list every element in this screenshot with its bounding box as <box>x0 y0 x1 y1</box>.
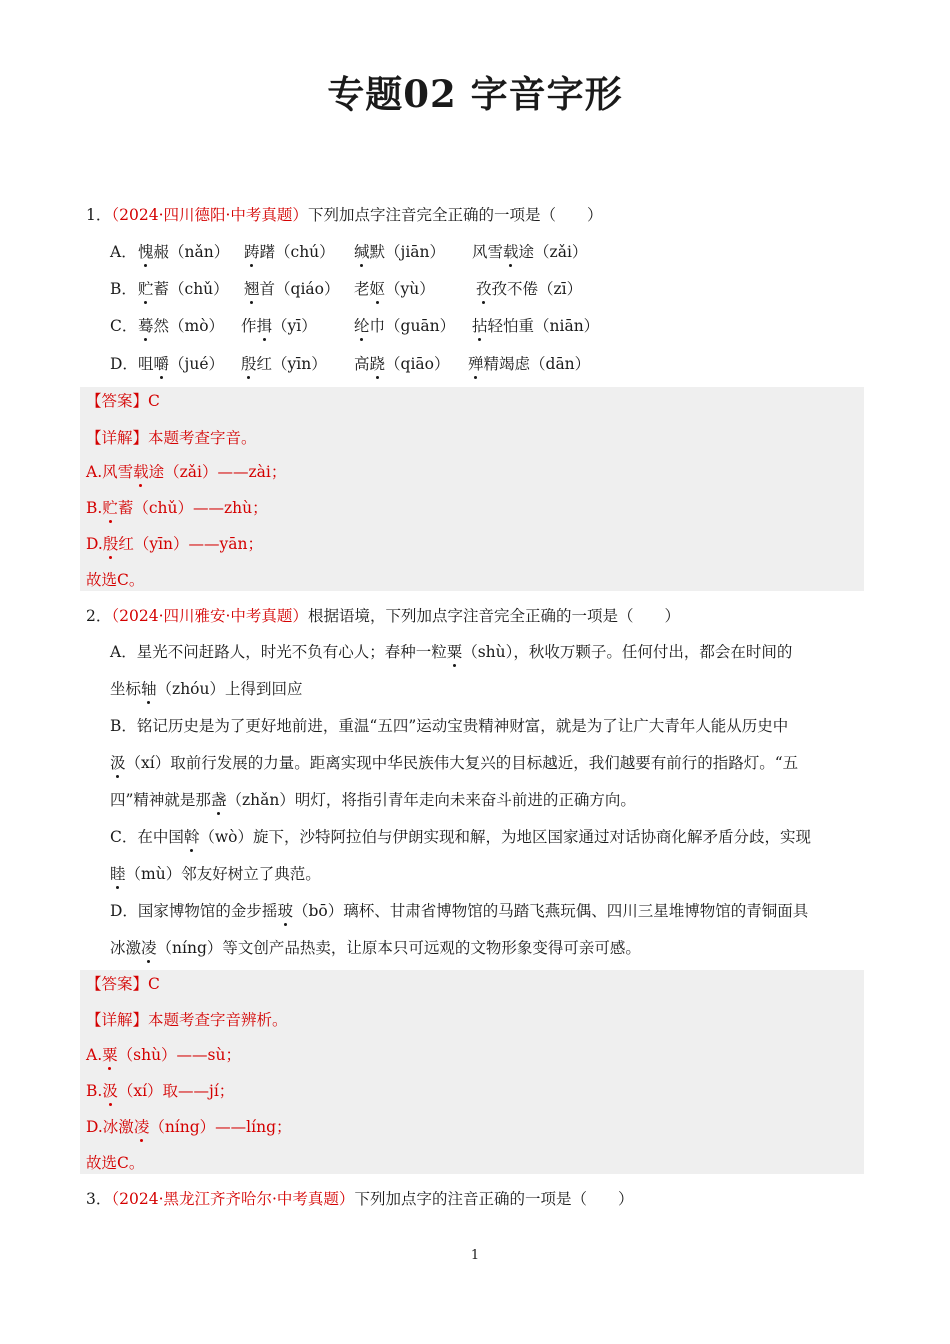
option-label: C． <box>110 317 138 335</box>
q2-explanation-a: A.粟（shù）——sù； <box>86 1046 241 1064</box>
q2-conclusion: 故选C。 <box>86 1154 145 1172</box>
option-label: B． <box>110 280 137 298</box>
q2-option-a-line1: A．星光不问赶路人，时光不负有心人；春种一粒粟（shù），秋收万颗子。任何付出，都会在时间的 <box>110 643 793 661</box>
option-item: 孜孜不倦（zī） <box>476 280 583 298</box>
q2-option-b-line3: 四”精神就是那盏（zhǎn）明灯，将指引青年走向未来奋斗前进的正确方向。 <box>110 791 636 809</box>
q2-detail: 【详解】本题考查字音辨析。 <box>86 1011 288 1029</box>
option-item: 纶巾（guān） <box>354 317 456 335</box>
option-item: 咀嚼（jué） <box>138 355 224 373</box>
q1-option-a <box>110 242 588 262</box>
q1-option-d <box>110 354 591 374</box>
option-item: 拈轻怕重（niān） <box>472 317 600 335</box>
q1-option-c <box>110 316 600 336</box>
q3-stem <box>86 1189 633 1209</box>
option-item: 蓦然（mò） <box>138 317 225 335</box>
q2-option-d-line1: D．国家博物馆的金步摇玻（bō）璃杯、甘肃省博物馆的马踏飞燕玩偶、四川三星堆博物馆的青铜面具 <box>110 902 809 920</box>
option-item: 老妪（yù） <box>354 280 435 298</box>
q1-question: 下列加点字注音完全正确的一项是（ ） <box>307 206 603 224</box>
q1-explanation-d: D.殷红（yīn）——yān； <box>86 535 264 553</box>
q1-option-b <box>110 279 583 299</box>
option-item: 高跷（qiāo） <box>354 355 450 373</box>
option-label: A． <box>110 243 137 261</box>
q2-source: （2024·四川雅安·中考真题） <box>111 607 308 625</box>
q3-number: 3． <box>86 1190 112 1208</box>
q3-source: （2024·黑龙江齐齐哈尔·中考真题） <box>111 1190 355 1208</box>
q1-number: 1． <box>86 206 112 224</box>
page-title: 专题02 字音字形 <box>327 72 623 116</box>
q2-answer-box <box>80 970 864 1174</box>
option-item: 作揖（yī） <box>241 317 317 335</box>
option-item: 缄默（jiān） <box>354 243 446 261</box>
option-item: 愧赧（nǎn） <box>138 243 230 261</box>
option-label: D． <box>110 355 138 373</box>
q3-question: 下列加点字的注音正确的一项是（ ） <box>354 1190 634 1208</box>
q2-explanation-b: B.汲（xí）取——jí； <box>86 1082 235 1100</box>
q2-explanation-d: D.冰激凌（níng）——líng； <box>86 1118 292 1136</box>
q2-option-c-line2: 睦（mù）邻友好树立了典范。 <box>110 865 321 883</box>
q1-explanation-a: A.风雪载途（zǎi）——zài； <box>86 463 287 481</box>
q2-option-c-line1: C．在中国斡（wò）旋下，沙特阿拉伯与伊朗实现和解，为地区国家通过对话协商化解矛盾分歧，实现 <box>110 828 811 846</box>
q1-answer-box <box>80 387 864 591</box>
option-item: 殷红（yīn） <box>241 355 327 373</box>
q1-stem <box>86 205 602 225</box>
option-item: 贮蓄（chǔ） <box>138 280 229 298</box>
q2-answer: 【答案】C <box>86 975 160 993</box>
option-item: 殚精竭虑（dān） <box>468 355 591 373</box>
q2-stem <box>86 606 680 626</box>
q1-answer: 【答案】C <box>86 392 160 410</box>
q2-option-b-line1: B．铭记历史是为了更好地前进，重温“五四”运动宝贵精神财富，就是为了让广大青年人能从历史中 <box>110 717 789 735</box>
option-item: 风雪载途（zǎi） <box>472 243 588 261</box>
q1-explanation-b: B.贮蓄（chǔ）——zhù； <box>86 499 268 517</box>
q2-option-b-line2: 汲（xí）取前行发展的力量。距离实现中华民族伟大复兴的目标越近，我们越要有前行的指路灯。“五 <box>110 754 799 772</box>
option-item: 踌躇（chú） <box>244 243 335 261</box>
option-item: 翘首（qiáo） <box>244 280 340 298</box>
page-number: 1 <box>470 1248 480 1263</box>
q2-option-d-line2: 冰激凌（níng）等文创产品热卖，让原本只可远观的文物形象变得可亲可感。 <box>110 939 641 957</box>
q2-question: 根据语境，下列加点字注音完全正确的一项是（ ） <box>307 607 680 625</box>
q1-detail: 【详解】本题考查字音。 <box>86 429 257 447</box>
q1-conclusion: 故选C。 <box>86 571 145 589</box>
q2-number: 2． <box>86 607 112 625</box>
q1-source: （2024·四川德阳·中考真题） <box>111 206 308 224</box>
q2-option-a-line2: 坐标轴（zhóu）上得到回应 <box>110 680 303 698</box>
